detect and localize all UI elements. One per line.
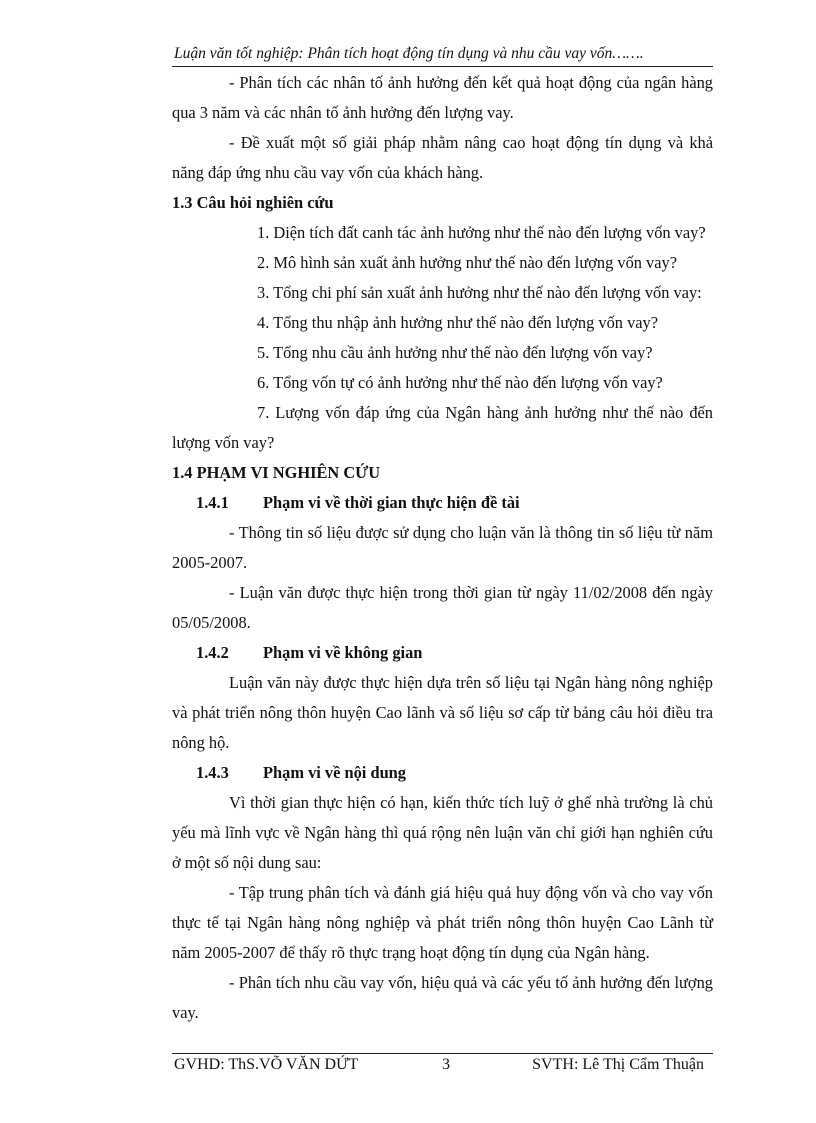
heading-1-4-3-title: Phạm vi về nội dung [263,763,406,782]
heading-1-4-3-number: 1.4.3 [196,763,229,782]
paragraph-1-4-2: Luận văn này được thực hiện dựa trên số liệu tại Ngân hàng nông nghiệp và phát triển nông thôn huyện Cao lãnh và số liệu sơ cấp từ bảng câu hỏi điều tra nông hộ. [172,673,713,752]
footer-advisor: GVHD: ThS.VÕ VĂN DỨT [174,1056,359,1073]
page-footer [174,1055,712,1075]
heading-1-4-1 [172,488,713,518]
header-rule [172,66,713,67]
paragraph-1-4-1-b: - Luận văn được thực hiện trong thời gian từ ngày 11/02/2008 đến ngày 05/05/2008. [172,583,713,632]
question-5: 5. Tổng nhu cầu ảnh hưởng như thế nào đến lượng vốn vay? [257,343,653,362]
heading-1-4: 1.4 PHẠM VI NGHIÊN CỨU [172,463,381,482]
question-2: 2. Mô hình sản xuất ảnh hưởng như thế nào đến lượng vốn vay? [257,253,677,272]
paragraph-1-4-3-a: Vì thời gian thực hiện có hạn, kiến thức tích luỹ ở ghế nhà trường là chủ yếu mà lĩnh vực về Ngân hàng thì quá rộng nên luận văn chỉ giới hạn nghiên cứu ở một số nội dung sau: [172,793,713,872]
question-3: 3. Tổng chi phí sản xuất ảnh hưởng như thế nào đến lượng vốn vay: [257,283,702,302]
question-1: 1. Diện tích đất canh tác ảnh hưởng như thế nào đến lượng vốn vay? [257,223,706,242]
question-4: 4. Tổng thu nhập ảnh hưởng như thế nào đến lượng vốn vay? [257,313,659,332]
heading-1-4-2-title: Phạm vi về không gian [263,643,423,662]
paragraph-bullet-1: - Phân tích các nhân tố ảnh hưởng đến kết quả hoạt động của ngân hàng qua 3 năm và các nhân tố ảnh hưởng đến lượng vay. [172,73,713,122]
heading-1-3: 1.3 Câu hỏi nghiên cứu [172,193,334,212]
paragraph-1-4-1-a: - Thông tin số liệu được sử dụng cho luận văn là thông tin số liệu từ năm 2005-2007. [172,523,713,572]
paragraph-1-4-3-b: - Tập trung phân tích và đánh giá hiệu quả huy động vốn và cho vay vốn thực tế tại Ngân hàng nông nghiệp và phát triển nông thôn huyện Cao Lãnh từ năm 2005-2007 để thấy rõ thực trạng hoạt động tín dụng của Ngân hàng. [172,883,713,962]
paragraph-bullet-2: - Đề xuất một số giải pháp nhằm nâng cao hoạt động tín dụng và khả năng đáp ứng nhu cầu vay vốn của khách hàng. [172,133,713,182]
heading-1-4-2-number: 1.4.2 [196,643,229,662]
heading-1-4-3 [172,758,713,788]
paragraph-1-4-3-c: - Phân tích nhu cầu vay vốn, hiệu quả và các yếu tố ảnh hưởng đến lượng vay. [172,973,713,1022]
heading-1-4-1-number: 1.4.1 [196,493,229,512]
footer-student: SVTH: Lê Thị Cẩm Thuận [532,1056,704,1073]
question-7: 7. Lượng vốn đáp ứng của Ngân hàng ảnh hưởng như thế nào đến lượng vốn vay? [172,403,713,452]
question-6: 6. Tổng vốn tự có ảnh hưởng như thế nào đến lượng vốn vay? [257,373,663,392]
heading-1-4-2 [172,638,713,668]
footer-rule [172,1053,713,1054]
heading-1-4-1-title: Phạm vi về thời gian thực hiện đề tài [263,493,520,512]
running-header: Luận văn tốt nghiệp: Phân tích hoạt động tín dụng và nhu cầu vay vốn……. [174,45,644,62]
page-content [172,68,713,1028]
page-number: 3 [442,1056,450,1073]
